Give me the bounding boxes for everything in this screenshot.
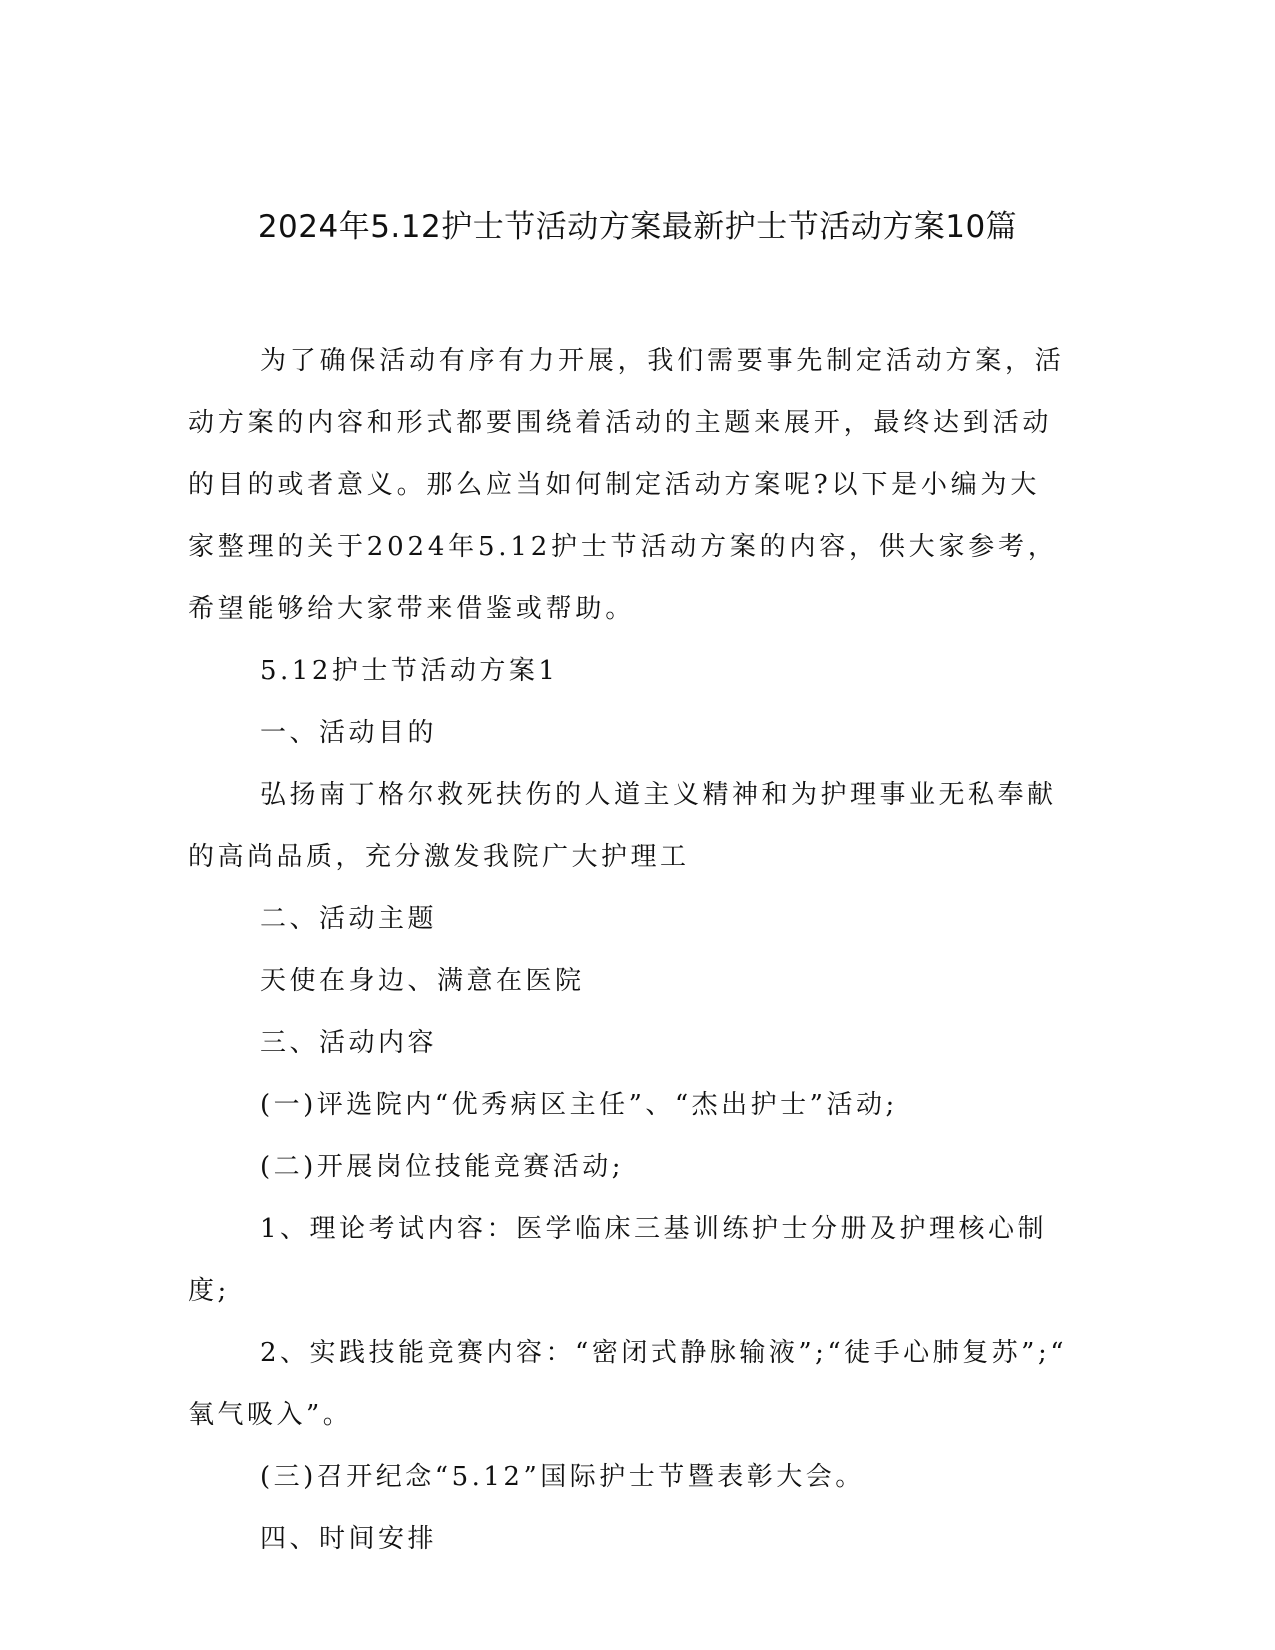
content-subitem-2: 2、实践技能竞赛内容：“密闭式静脉输液”;“徒手心肺复苏”;“ 氧气吸入”。	[188, 1338, 1068, 1430]
content-item-1: (一)评选院内“优秀病区主任”、“杰出护士”活动;	[260, 1090, 898, 1120]
theme-paragraph: 天使在身边、满意在医院	[260, 966, 585, 996]
section-heading-content: 三、活动内容	[260, 1028, 438, 1058]
document-title: 2024年5.12护士节活动方案最新护士节活动方案10篇	[257, 209, 1018, 245]
intro-paragraph: 为了确保活动有序有力开展，我们需要事先制定活动方案，活动方案的内容和形式都要围绕着活动的主题来展开，最终达到活动的目的或者意义。那么应当如何制定活动方案呢?以下是小编为大家整理的关于2024年5.12护士节活动方案的内容，供大家参考，希望能够给大家带来借鉴或帮助。	[188, 346, 1065, 624]
document-body	[188, 330, 1068, 1570]
content-item-3: (三)召开纪念“5.12”国际护士节暨表彰大会。	[260, 1462, 865, 1492]
purpose-paragraph: 弘扬南丁格尔救死扶伤的人道主义精神和为护理事业无私奉献的高尚品质，充分激发我院广大护理工	[188, 780, 1057, 872]
section-heading-purpose: 一、活动目的	[260, 718, 438, 748]
plan-heading: 5.12护士节活动方案1	[260, 656, 559, 686]
section-heading-schedule: 四、时间安排	[260, 1524, 438, 1554]
content-subitem-1: 1、理论考试内容：医学临床三基训练护士分册及护理核心制度;	[188, 1214, 1048, 1306]
section-heading-theme: 二、活动主题	[260, 904, 438, 934]
content-item-2: (二)开展岗位技能竞赛活动;	[260, 1152, 625, 1182]
